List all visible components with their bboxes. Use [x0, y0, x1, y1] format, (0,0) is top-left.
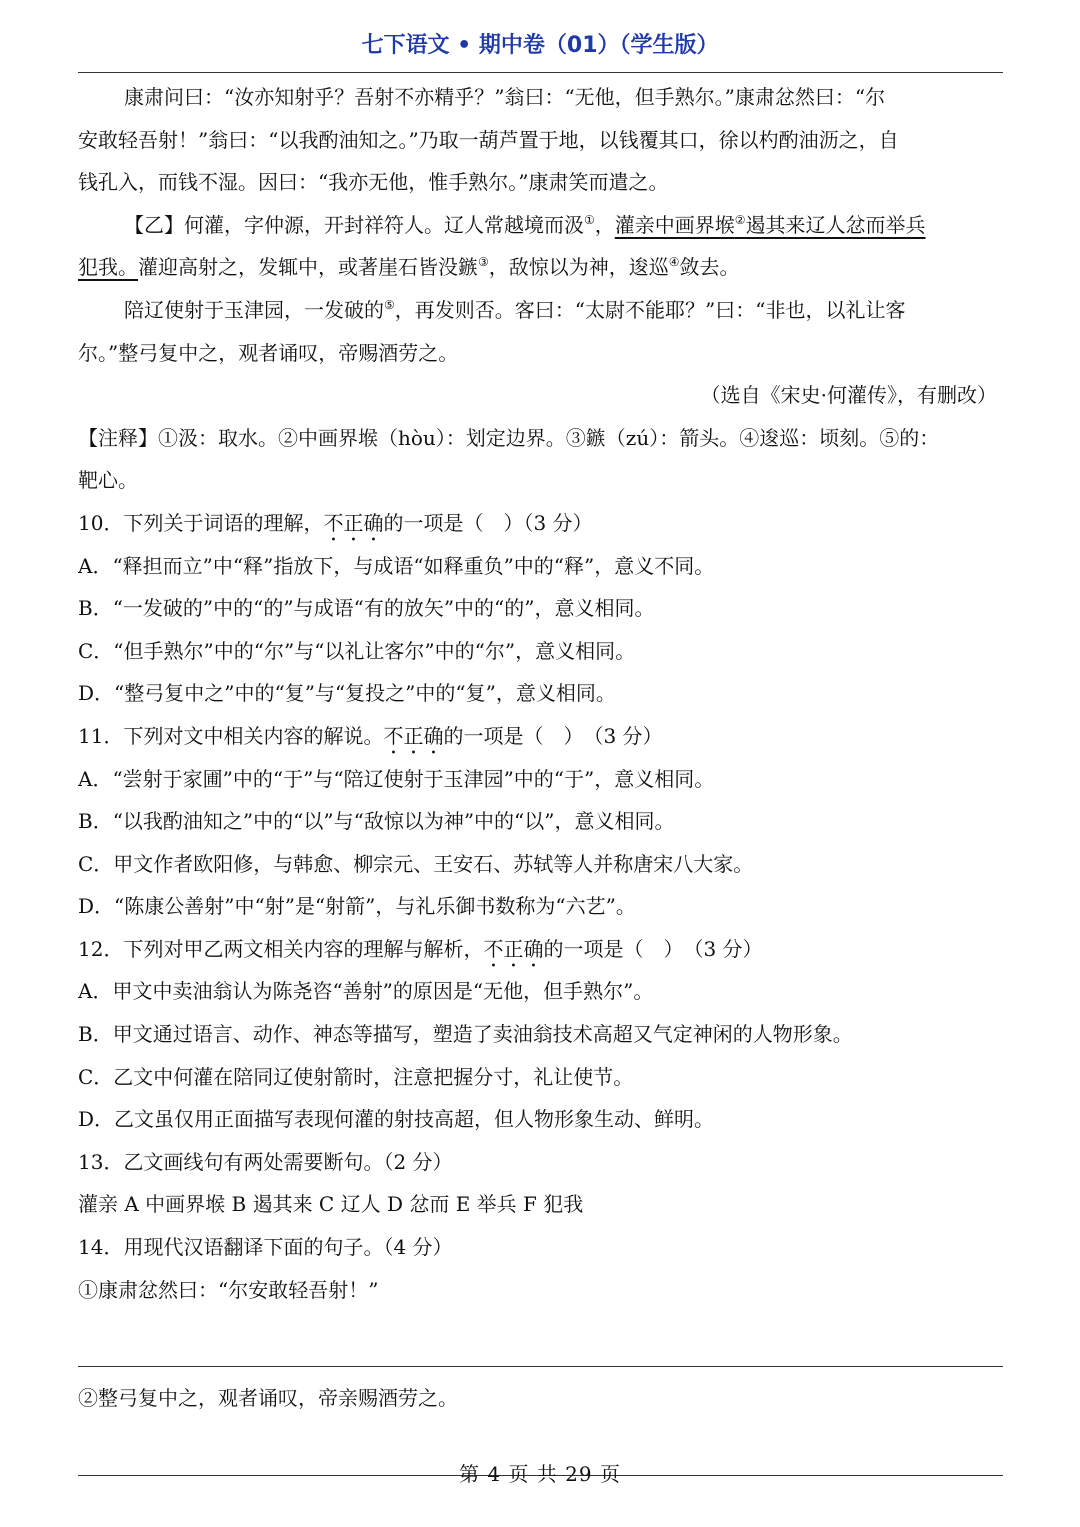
underlined-sentence: [615, 213, 926, 237]
footnote-marker: ③: [478, 255, 489, 270]
question-12-option-b: B．甲文通过语言、动作、神态等描写，塑造了卖油翁技术高超又气定神闲的人物形象。: [78, 1022, 853, 1047]
question-12-option-c: C．乙文中何灌在陪同辽使射箭时，注意把握分寸，礼让使节。: [78, 1064, 634, 1089]
question-10-option-b: B．“一发破的”中的“的”与成语“有的放矢”中的“的”，意义相同。: [78, 596, 655, 621]
notes-line-2: 靶心。: [78, 468, 138, 493]
passage-text: ，: [594, 212, 615, 237]
question-11-stem: [78, 715, 1003, 758]
question-12-option-a: A．甲文中卖油翁认为陈尧咨“善射”的原因是“无他，但手熟尔”。: [78, 979, 654, 1004]
underlined-text: 灌亲中画界堠: [614, 212, 735, 237]
question-14-stem: 14．用现代汉语翻译下面的句子。（4 分）: [78, 1235, 453, 1260]
underlined-sentence-end: 犯我。: [78, 255, 138, 280]
question-12-stem: [78, 928, 1003, 971]
question-11-option-b: B．“以我酌油知之”中的“以”与“敌惊以为神”中的“以”，意义相同。: [78, 809, 675, 834]
footnote-marker: ⑤: [384, 297, 395, 312]
question-14-item-1: ①康肃忿然曰：“尔安敢轻吾射！”: [78, 1277, 379, 1302]
question-11-option-c: C．甲文作者欧阳修，与韩愈、柳宗元、王安石、苏轼等人并称唐宋八大家。: [78, 851, 754, 876]
page-header-title: 七下语文 • 期中卷（01）（学生版）: [361, 33, 719, 58]
passage-yi-line-3: [78, 289, 1003, 332]
passage-text: 灌迎高射之，发辄中，或著崖石皆没鏃: [138, 255, 478, 280]
notes-line-1: 【注释】①汲：取水。②中画界堠（hòu）：划定边界。③鏃（zú）：箭头。④逡巡：顷刻。⑤的：: [78, 425, 940, 450]
passage-text: 陪辽使射于玉津园，一发破的: [124, 297, 384, 322]
question-10-option-c: C．“但手熟尔”中的“尔”与“以礼让客尔”中的“尔”，意义相同。: [78, 638, 636, 663]
question-text: 的一项是（ ） （3 分）: [443, 723, 663, 748]
footnote-marker: ④: [668, 255, 680, 270]
answer-line-1[interactable]: [78, 1311, 1003, 1367]
underlined-text: 遏其来辽人忿而举兵: [745, 212, 926, 237]
footnote-marker: ②: [734, 212, 746, 227]
passage-text: ，再发则否。客曰：“太尉不能耶？”曰：“非也，以礼让客: [394, 297, 906, 322]
passage-jia-line-1: 康肃问曰：“汝亦知射乎？吾射不亦精乎？”翁曰：“无他，但手熟尔。”康肃忿然曰：“尔: [124, 85, 886, 109]
question-11-option-d: D．“陈康公善射”中“射”是“射箭”，与礼乐御书数称为“六艺”。: [78, 894, 636, 919]
passage-text: 敛去。: [679, 255, 740, 280]
passage-source: （选自《宋史·何灌传》，有删改）: [700, 383, 997, 408]
emphasis-text: 不正确: [383, 723, 444, 748]
emphasis-text: 不正确: [483, 936, 544, 961]
page-number: 第 4 页 共 29 页: [459, 1462, 621, 1486]
passage-text: 【乙】何灌，字仲源，开封祥符人。辽人常越境而汲: [124, 212, 584, 237]
passage-yi-line-2: [78, 246, 1003, 289]
question-11-option-a: A．“尝射于家圃”中的“于”与“陪辽使射于玉津园”中的“于”，意义相同。: [78, 766, 715, 791]
question-10-option-d: D．“整弓复中之”中的“复”与“复投之”中的“复”，意义相同。: [78, 681, 616, 706]
question-text: 11．下列对文中相关内容的解说。: [78, 723, 384, 748]
header-divider: [78, 72, 1003, 73]
question-text: 10．下列关于词语的理解，: [78, 510, 324, 535]
question-13-stem: 13．乙文画线句有两处需要断句。（2 分）: [78, 1149, 453, 1174]
emphasis-text: 不正确: [323, 510, 384, 535]
question-10-stem: [78, 502, 1003, 545]
question-12-option-d: D．乙文虽仅用正面描写表现何灌的射技高超，但人物形象生动、鲜明。: [78, 1107, 715, 1132]
question-10-option-a: A．“释担而立”中“释”指放下，与成语“如释重负”中的“释”，意义不同。: [78, 553, 715, 578]
question-text: 的一项是（ ） （3 分）: [543, 936, 763, 961]
passage-text: ，敌惊以为神，逡巡: [488, 255, 669, 280]
question-text: 12．下列对甲乙两文相关内容的理解与解析，: [78, 936, 484, 961]
passage-jia-line-3: 钱孔入，而钱不湿。因曰：“我亦无他，惟手熟尔。”康肃笑而遣之。: [78, 170, 669, 195]
question-text: 的一项是（ ）（3 分）: [383, 510, 593, 535]
passage-yi-line-4: 尔。”整弓复中之，观者诵叹，帝赐酒劳之。: [78, 340, 459, 365]
footnote-marker: ①: [584, 212, 595, 227]
passage-jia-line-2: 安敢轻吾射！”翁曰：“以我酌油知之。”乃取一葫芦置于地，以钱覆其口，徐以杓酌油沥之，自: [78, 127, 899, 152]
question-14-item-2: ②整弓复中之，观者诵叹，帝亲赐酒劳之。: [78, 1386, 458, 1411]
passage-yi-line-1: [78, 204, 1003, 247]
answer-rule: [78, 1366, 1003, 1367]
document-body: [78, 76, 1003, 1476]
question-13-sentence: 灌亲 A 中画界堠 B 遏其来 C 辽人 D 忿而 E 举兵 F 犯我: [78, 1192, 584, 1217]
